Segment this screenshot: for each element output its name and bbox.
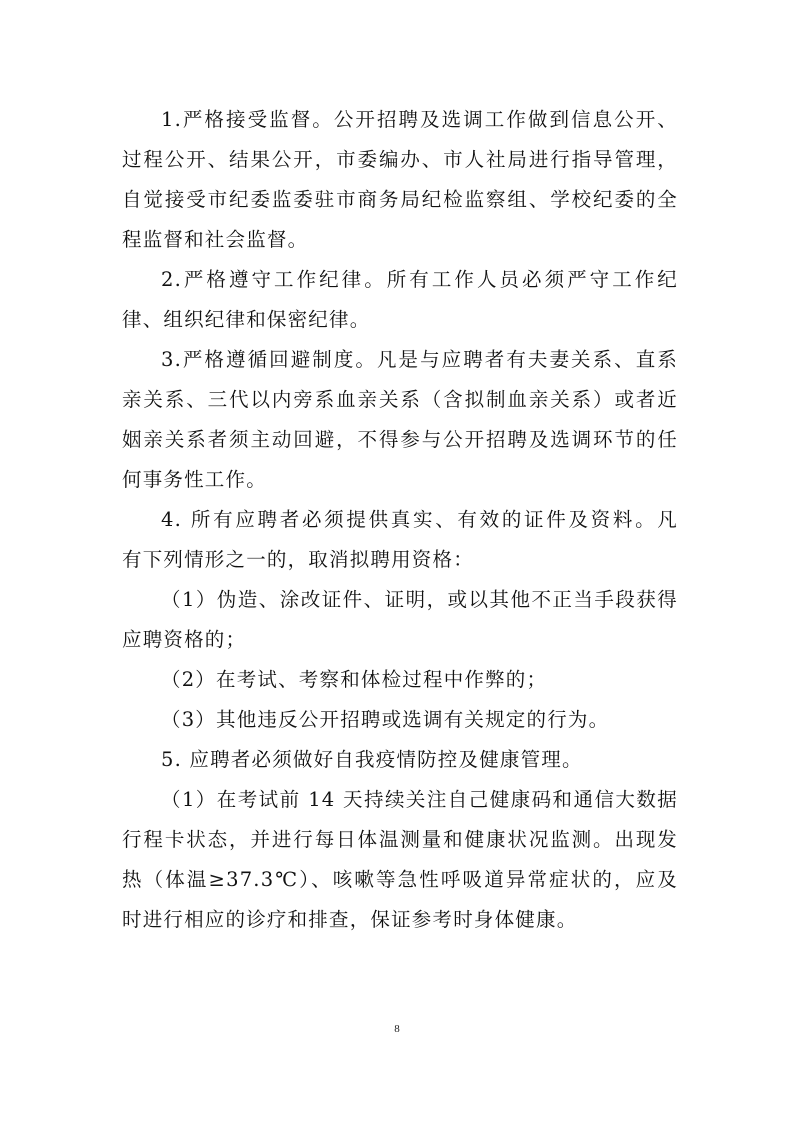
paragraph-item-cheating (122, 660, 678, 700)
paragraph-item-violation (122, 700, 678, 740)
paragraph-supervision (122, 100, 678, 260)
text-line: （1）伪造、涂改证件、证明，或以其他不正当手段获得 (161, 588, 678, 611)
text-line: 程监督和社会监督。 (122, 228, 309, 251)
text-line: 4. 所有应聘者必须提供真实、有效的证件及资料。凡 (161, 508, 678, 531)
text-line: 应聘资格的； (122, 628, 247, 651)
text-line: 热（体温≥37.3℃）、咳嗽等急性呼吸道异常症状的，应及 (122, 868, 678, 891)
text-line: 5. 应聘者必须做好自我疫情防控及健康管理。 (161, 748, 583, 771)
paragraph-item-forgery (122, 580, 678, 660)
text-line: 2.严格遵守工作纪律。所有工作人员必须严守工作纪 (161, 268, 678, 291)
document-body (122, 100, 678, 940)
text-line: 行程卡状态，并进行每日体温测量和健康状况监测。出现发 (122, 828, 678, 851)
text-line: （3）其他违反公开招聘或选调有关规定的行为。 (161, 708, 610, 731)
paragraph-documents (122, 500, 678, 580)
text-line: 自觉接受市纪委监委驻市商务局纪检监察组、学校纪委的全 (122, 188, 678, 211)
paragraph-recusal (122, 340, 678, 500)
text-line: （1）在考试前 14 天持续关注自己健康码和通信大数据 (161, 788, 678, 811)
text-line: 亲关系、三代以内旁系血亲关系（含拟制血亲关系）或者近 (122, 388, 678, 411)
paragraph-health-management (122, 740, 678, 780)
text-line: 有下列情形之一的，取消拟聘用资格： (122, 548, 474, 571)
text-line: 3.严格遵循回避制度。凡是与应聘者有夫妻关系、直系 (161, 348, 678, 371)
text-line: （2）在考试、考察和体检过程中作弊的； (161, 668, 548, 691)
paragraph-work-discipline (122, 260, 678, 340)
paragraph-item-health-monitoring (122, 780, 678, 940)
page-number: 8 (394, 1023, 400, 1035)
text-line: 1.严格接受监督。公开招聘及选调工作做到信息公开、 (161, 108, 678, 131)
text-line: 律、组织纪律和保密纪律。 (122, 308, 371, 331)
text-line: 姻亲关系者须主动回避，不得参与公开招聘及选调环节的任 (122, 428, 678, 451)
text-line: 时进行相应的诊疗和排查，保证参考时身体健康。 (122, 908, 578, 931)
text-line: 何事务性工作。 (122, 468, 267, 491)
text-line: 过程公开、结果公开，市委编办、市人社局进行指导管理， (122, 148, 678, 171)
